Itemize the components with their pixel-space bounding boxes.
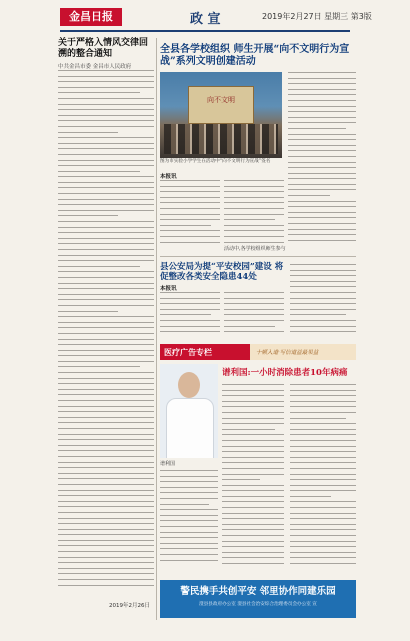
top-article-footer: 活动中,各学校组织师生参与: [224, 246, 286, 252]
medical-slogan: 十顿入道·写信道益最果益: [256, 350, 319, 356]
photo-board-text: 向不文明: [207, 96, 235, 104]
doctor-caption: 谱利国: [160, 461, 176, 467]
top-article-photo: [160, 72, 282, 158]
medical-banner-text: 医疗广告专栏: [164, 348, 212, 357]
medical-banner: [160, 344, 356, 360]
medical-headline: 谱利国:一小时消除患者10年病痛: [222, 368, 348, 378]
left-article-byline: 中共金昌市委 金昌市人民政府: [58, 64, 132, 70]
left-article-body: [58, 70, 154, 590]
top-article-body-right: [288, 72, 356, 250]
mid-article-byline: 本报讯: [160, 286, 177, 292]
doctor-head: [178, 372, 200, 398]
medical-section: [160, 344, 356, 576]
medical-body-3: [160, 470, 218, 570]
mid-article-body-2: [224, 292, 284, 340]
photo-people: [164, 124, 278, 154]
top-article-headline: 全县各学校组织 师生开展“向不文明行为宣战”系列文明创建活动: [160, 44, 350, 67]
date-line: 2019年2月27日 星期三 第3版: [262, 12, 372, 21]
top-article-byline: 本报讯: [160, 174, 177, 180]
left-article: [58, 38, 154, 618]
photo-board: [188, 86, 254, 124]
top-article: [160, 44, 356, 254]
masthead-rule: [60, 30, 350, 32]
mid-article: [160, 262, 356, 340]
bottom-ad-sub: 澄县县政府办公室 澄县社会治安综合治理委员会办公室 宣: [199, 602, 317, 607]
doctor-photo: [160, 364, 218, 458]
top-article-body-left: [160, 180, 220, 252]
mid-article-body-1: [160, 292, 220, 340]
bottom-ad: [160, 580, 356, 618]
photo-caption: 图为市实验小学学生在活动中“向不文明行为宣战”签名: [160, 159, 271, 164]
mid-article-headline: 县公安局为提“平安校园”建设 将促整改各类安全隐患44处: [160, 262, 284, 282]
doctor-coat: [166, 398, 214, 458]
left-article-date: 2019年2月26日: [109, 603, 150, 609]
mid-article-body-3: [290, 264, 356, 340]
medical-body-1: [222, 384, 284, 572]
masthead-logo: [60, 8, 122, 26]
top-article-body-mid: [224, 180, 284, 252]
left-article-headline: 关于严格入情风交律回溯的整合通知: [58, 38, 149, 59]
section-title: 政 宣: [190, 12, 221, 27]
section-divider-1: [160, 256, 356, 257]
bottom-ad-title: 警民携手共创平安 邻里协作同建乐园: [180, 586, 336, 597]
medical-body-2: [290, 384, 356, 572]
masthead-logo-text: 金昌日报: [69, 10, 113, 23]
column-divider: [156, 38, 157, 620]
